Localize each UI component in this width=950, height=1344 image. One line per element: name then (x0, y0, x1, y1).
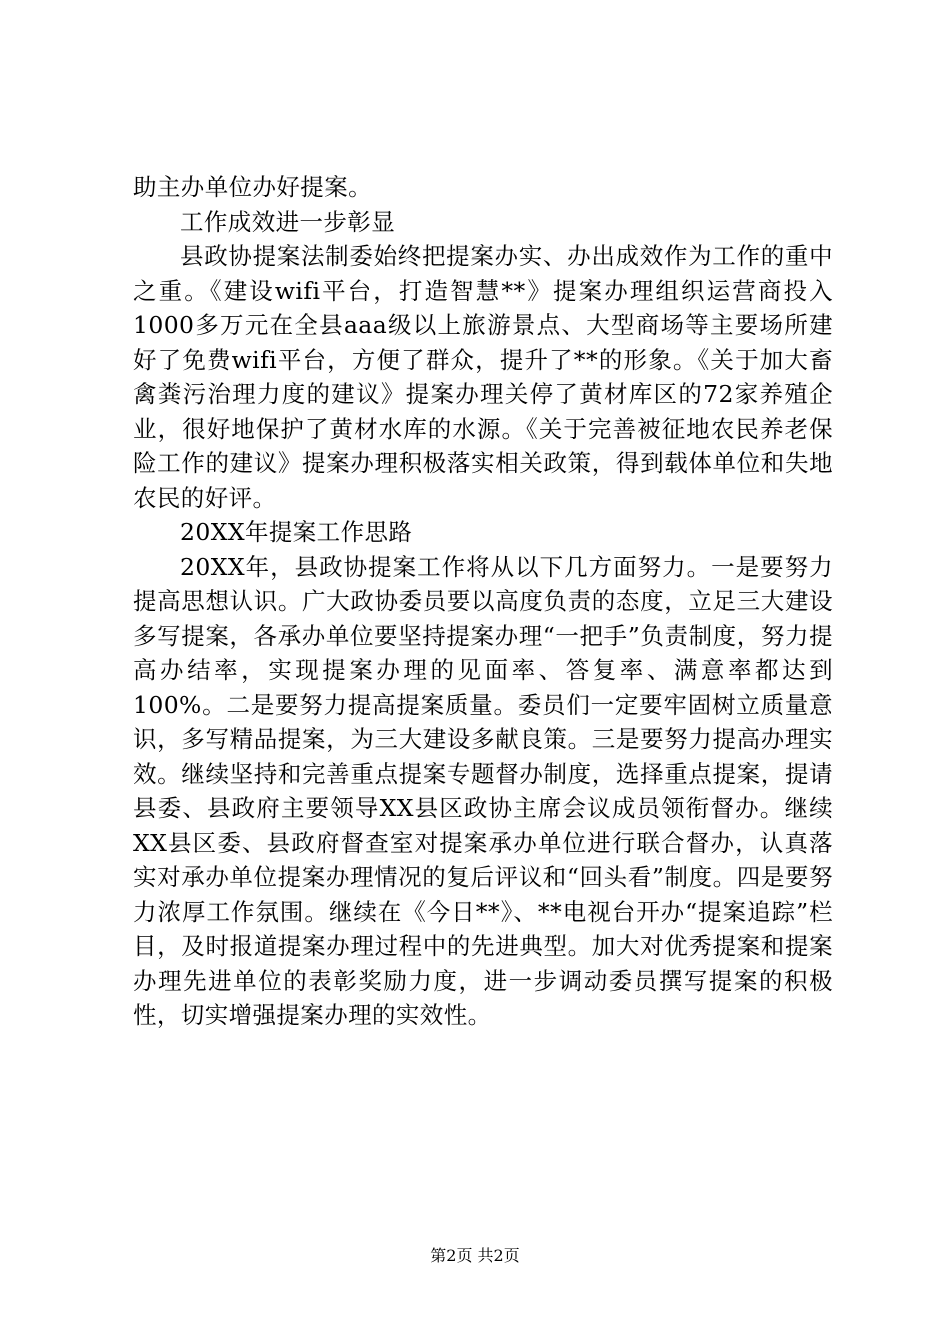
paragraph-continuation: 助主办单位办好提案。 (133, 173, 372, 201)
section-heading-results: 工作成效进一步彰显 (180, 207, 396, 236)
page-footer (0, 1246, 950, 1266)
paragraph-results: 县政协提案法制委始终把提案办实、办出成效作为工作的重中之重。《建设wifi平台，打造智慧**》提案办理组织运营商投入1000多万元在全县aaa级以上旅游景点、大型商场等主要场所建好了免费wifi平台，方便了群众，提升了**的形象。《关于加大畜禽粪污治理力度的建议》提案办理关停了黄材库区的72家养殖企业，很好地保护了黄材水库的水源。《关于完善被征地农民养老保险工作的建议》提案办理积极落实相关政策，得到载体单位和失地农民的好评。 (133, 242, 833, 512)
page-number-label: 第2页 共2页 (430, 1246, 520, 1265)
document-body (133, 170, 833, 1033)
paragraph-plan: 20XX年，县政协提案工作将从以下几方面努力。一是要努力提高思想认识。广大政协委员要以高度负责的态度，立足三大建设多写提案，各承办单位要坚持提案办理“一把手”负责制度，努力提高办结率，实现提案办理的见面率、答复率、满意率都达到100%。二是要努力提高提案质量。委员们一定要牢固树立质量意识，多写精品提案，为三大建设多献良策。三是要努力提高办理实效。继续坚持和完善重点提案专题督办制度，选择重点提案，提请县委、县政府主要领导XX县区政协主席会议成员领衔督办。继续XX县区委、县政府督查室对提案承办单位进行联合督办，认真落实对承办单位提案办理情况的复后评议和“回头看”制度。四是要努力浓厚工作氛围。继续在《今日**》、**电视台开办“提案追踪”栏目，及时报道提案办理过程中的先进典型。加大对优秀提案和提案办理先进单位的表彰奖励力度，进一步调动委员撰写提案的积极性，切实增强提案办理的实效性。 (133, 552, 833, 1029)
section-heading-plan: 20XX年提案工作思路 (180, 518, 413, 546)
